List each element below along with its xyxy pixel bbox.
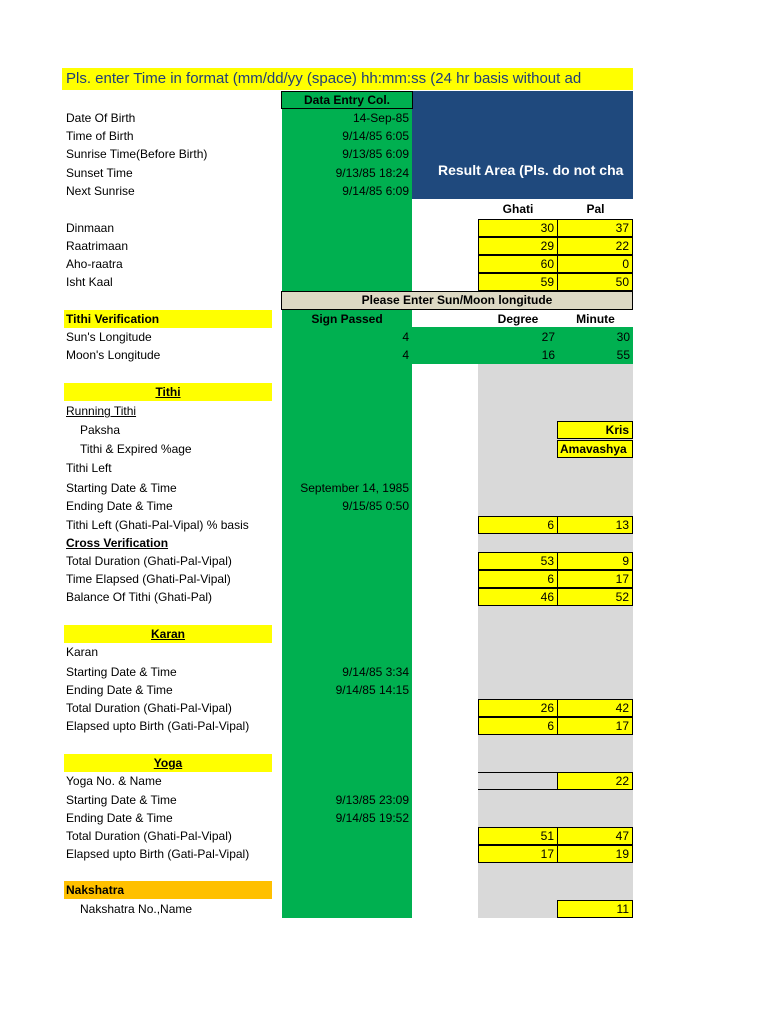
label-paksha: Paksha	[80, 423, 121, 437]
moon-minute[interactable]: 55	[616, 348, 630, 362]
label-tithi-total: Total Duration (Ghati-Pal-Vipal)	[66, 554, 232, 568]
data-entry-header: Data Entry Col.	[281, 91, 413, 109]
karan-section-header: Karan	[64, 625, 272, 643]
tithi-total-ghati: 53	[478, 552, 558, 570]
karan-total-ghati: 26	[478, 699, 558, 717]
label-yoga-elapsed: Elapsed upto Birth (Gati-Pal-Vipal)	[66, 847, 250, 861]
label-tithi-end: Ending Date & Time	[66, 499, 173, 513]
tithi-total-pal: 9	[557, 552, 633, 570]
label-yoga-end: Ending Date & Time	[66, 811, 173, 825]
label-sun-longitude: Sun's Longitude	[66, 330, 152, 344]
label-karan-elapsed: Elapsed upto Birth (Gati-Pal-Vipal)	[66, 719, 250, 733]
label-sunset-time: Sunset Time	[66, 166, 133, 180]
label-aho-raatra: Aho-raatra	[66, 257, 123, 271]
label-yoga-total: Total Duration (Ghati-Pal-Vipal)	[66, 829, 232, 843]
yoga-name-blank-cell	[478, 772, 558, 790]
value-next-sunrise[interactable]: 9/14/85 6:09	[342, 184, 409, 198]
tithi-expired-value: Amavashya	[557, 440, 633, 458]
sun-degree[interactable]: 27	[541, 330, 555, 344]
col-header-sign-passed: Sign Passed	[311, 312, 383, 326]
label-isht-kaal: Isht Kaal	[66, 275, 113, 289]
tithi-verification-header: Tithi Verification	[64, 310, 272, 328]
yoga-elapsed-ghati: 17	[478, 845, 558, 863]
value-sunset-time[interactable]: 9/13/85 18:24	[335, 166, 409, 180]
label-karan-total: Total Duration (Ghati-Pal-Vipal)	[66, 701, 232, 715]
col-header-ghati: Ghati	[502, 202, 534, 216]
moon-sign[interactable]: 4	[402, 348, 409, 362]
tithi-start-value: September 14, 1985	[300, 481, 409, 495]
enter-longitude-banner: Please Enter Sun/Moon longitude	[281, 291, 633, 310]
instruction-banner: Pls. enter Time in format (mm/dd/yy (space) hh:mm:ss (24 hr basis without ad	[62, 68, 633, 90]
moon-degree[interactable]: 16	[541, 348, 555, 362]
isht-kaal-pal: 50	[557, 273, 633, 291]
col-header-pal: Pal	[586, 202, 605, 216]
yoga-start-value: 9/13/85 23:09	[335, 793, 409, 807]
karan-start-value: 9/14/85 3:34	[342, 665, 409, 679]
label-moon-longitude: Moon's Longitude	[66, 348, 161, 362]
label-tithi-start: Starting Date & Time	[66, 481, 177, 495]
running-tithi-heading: Running Tithi	[66, 404, 137, 418]
result-area-header-block	[412, 91, 633, 199]
tithi-elapsed-pal: 17	[557, 570, 633, 588]
label-tithi-elapsed: Time Elapsed (Ghati-Pal-Vipal)	[66, 572, 231, 586]
label-yoga-name: Yoga No. & Name	[66, 774, 162, 788]
label-tithi-left: Tithi Left	[66, 461, 112, 475]
label-karan-start: Starting Date & Time	[66, 665, 177, 679]
label-raatrimaan: Raatrimaan	[66, 239, 129, 253]
value-date-of-birth[interactable]: 14-Sep-85	[352, 111, 409, 125]
aho-raatra-pal: 0	[557, 255, 633, 273]
raatrimaan-pal: 22	[557, 237, 633, 255]
tithi-left-pct-pal: 13	[557, 516, 633, 534]
yoga-elapsed-pal: 19	[557, 845, 633, 863]
label-tithi-expired: Tithi & Expired %age	[80, 442, 192, 456]
label-tithi-balance: Balance Of Tithi (Ghati-Pal)	[66, 590, 213, 604]
sun-minute[interactable]: 30	[616, 330, 630, 344]
label-karan-end: Ending Date & Time	[66, 683, 173, 697]
tithi-end-value: 9/15/85 0:50	[342, 499, 409, 513]
tithi-section-header: Tithi	[64, 383, 272, 401]
col-header-degree: Degree	[497, 312, 539, 326]
label-date-of-birth: Date Of Birth	[66, 111, 136, 125]
yoga-section-header: Yoga	[64, 754, 272, 772]
value-time-of-birth[interactable]: 9/14/85 6:05	[342, 129, 409, 143]
label-nakshatra-name: Nakshatra No.,Name	[80, 902, 193, 916]
tithi-balance-pal: 52	[557, 588, 633, 606]
aho-raatra-ghati: 60	[478, 255, 558, 273]
label-yoga-start: Starting Date & Time	[66, 793, 177, 807]
karan-total-pal: 42	[557, 699, 633, 717]
label-dinmaan: Dinmaan	[66, 221, 115, 235]
col-header-minute: Minute	[576, 312, 615, 326]
paksha-value: Kris	[557, 421, 633, 439]
karan-end-value: 9/14/85 14:15	[335, 683, 409, 697]
karan-elapsed-ghati: 6	[478, 717, 558, 735]
value-sunrise-time[interactable]: 9/13/85 6:09	[342, 147, 409, 161]
label-next-sunrise: Next Sunrise	[66, 184, 135, 198]
label-time-of-birth: Time of Birth	[66, 129, 134, 143]
cross-verification-heading: Cross Verification	[66, 536, 169, 550]
raatrimaan-ghati: 29	[478, 237, 558, 255]
dinmaan-pal: 37	[557, 219, 633, 237]
result-area-label: Result Area (Pls. do not cha	[438, 162, 624, 178]
dinmaan-ghati: 30	[478, 219, 558, 237]
label-sunrise-time: Sunrise Time(Before Birth)	[66, 147, 208, 161]
yoga-name-value: 22	[557, 772, 633, 790]
nakshatra-section-header: Nakshatra	[64, 881, 272, 899]
tithi-balance-ghati: 46	[478, 588, 558, 606]
isht-kaal-ghati: 59	[478, 273, 558, 291]
tithi-elapsed-ghati: 6	[478, 570, 558, 588]
label-tithi-left-pct: Tithi Left (Ghati-Pal-Vipal) % basis	[66, 518, 249, 532]
label-karan: Karan	[66, 645, 99, 659]
yoga-total-ghati: 51	[478, 827, 558, 845]
karan-elapsed-pal: 17	[557, 717, 633, 735]
yoga-total-pal: 47	[557, 827, 633, 845]
nakshatra-name-value: 11	[557, 900, 633, 918]
tithi-left-pct-ghati: 6	[478, 516, 558, 534]
sun-sign[interactable]: 4	[402, 330, 409, 344]
yoga-end-value: 9/14/85 19:52	[335, 811, 409, 825]
